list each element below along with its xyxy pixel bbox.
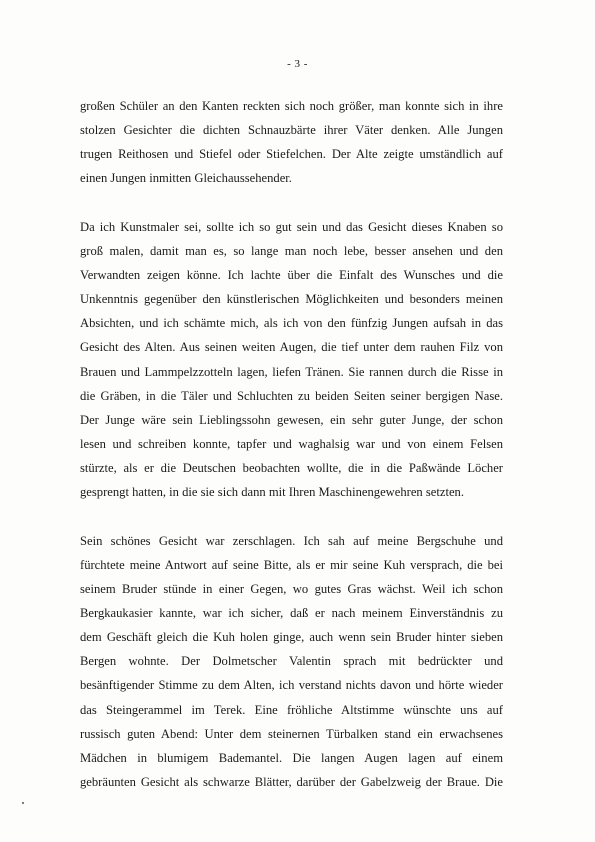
text-line: stürzte, als er die Deutschen beobachten wollte, die in die Paßwände Löcher (80, 461, 503, 476)
text-line: groß malen, damit man es, so lange man noch lebe, besser ansehen und den (80, 243, 503, 258)
text-line: gesprengt hatten, in die sie sich dann mit Ihren Maschinengewehren setzten. (80, 485, 464, 500)
paragraph (80, 215, 503, 505)
text-line: Gesicht des Alten. Aus seinen weiten Augen, die tief unter dem rauhen Filz von (80, 340, 503, 355)
text-line: Unkenntnis gegenüber den künstlerischen Möglichkeiten und besonders meinen (80, 292, 503, 307)
text-line: Da ich Kunstmaler sei, sollte ich so gut sein und das Gesicht dieses Knaben so (80, 219, 503, 234)
body-text (80, 94, 503, 794)
text-line: seinem Bruder stünde in einer Gegen, wo gutes Gras wächst. Weil ich schon (80, 581, 503, 596)
scan-speck (22, 802, 24, 804)
text-line: Verwandten zeigen könne. Ich lachte über die Einfalt des Wunsches und die (80, 267, 503, 282)
text-line: Absichten, und ich schämte mich, als ich von den fünfzig Jungen aufsah in das (80, 316, 503, 331)
text-line: das Steingerammel im Terek. Eine fröhliche Altstimme wünschte uns auf (80, 702, 503, 717)
text-line: Bergen wohnte. Der Dolmetscher Valentin sprach mit bedrückter und (80, 654, 503, 669)
paragraph-gap (80, 191, 503, 215)
text-line: fürchtete meine Antwort auf seine Bitte, als er mir seine Kuh versprach, die bei (80, 557, 503, 572)
text-line: Mädchen in blumigem Bademantel. Die langen Augen lagen auf einem (80, 750, 503, 765)
text-line: Bergkaukasier kannte, war ich sicher, daß er nach meinem Einverständnis zu (80, 605, 503, 620)
text-line: Der Junge wäre sein Lieblingssohn gewesen, ein sehr guter Junge, der schon (80, 412, 503, 427)
text-line: Brauen und Lammpelzzotteln lagen, liefen Tränen. Sie rannen durch die Risse in (80, 364, 503, 379)
text-line: gebräunten Gesicht als schwarze Blätter, darüber der Gabelzweig der Braue. Die (80, 774, 503, 789)
text-line: Sein schönes Gesicht war zerschlagen. Ich sah auf meine Bergschuhe und (80, 533, 503, 548)
text-line: großen Schüler an den Kanten reckten sich noch größer, man konnte sich in ihre (80, 99, 503, 113)
paragraph-gap (80, 504, 503, 528)
text-line: stolzen Gesichter die dichten Schnauzbärte ihrer Väter denken. Alle Jungen (80, 123, 503, 138)
paragraph (80, 94, 503, 191)
paragraph (80, 529, 503, 795)
text-line: lesen und schreiben konnte, tapfer und waghalsig war und von einem Felsen (80, 436, 503, 451)
page-number: - 3 - (287, 58, 308, 70)
text-line: besänftigender Stimme zu dem Alten, ich verstand nichts davon und hörte wieder (80, 678, 503, 693)
text-line: russisch guten Abend: Unter dem steinernen Türbalken stand ein erwachsenes (80, 726, 503, 741)
text-line: dem Geschäft gleich die Kuh holen ginge, auch wenn sein Bruder hinter sieben (80, 630, 503, 645)
text-line: die Gräben, in die Täler und Schluchten zu beiden Seiten seiner bergigen Nase. (80, 388, 503, 403)
text-line: einen Jungen inmitten Gleichaussehender. (80, 171, 292, 186)
text-line: trugen Reithosen und Stiefel oder Stiefelchen. Der Alte zeigte umständlich auf (80, 147, 503, 162)
